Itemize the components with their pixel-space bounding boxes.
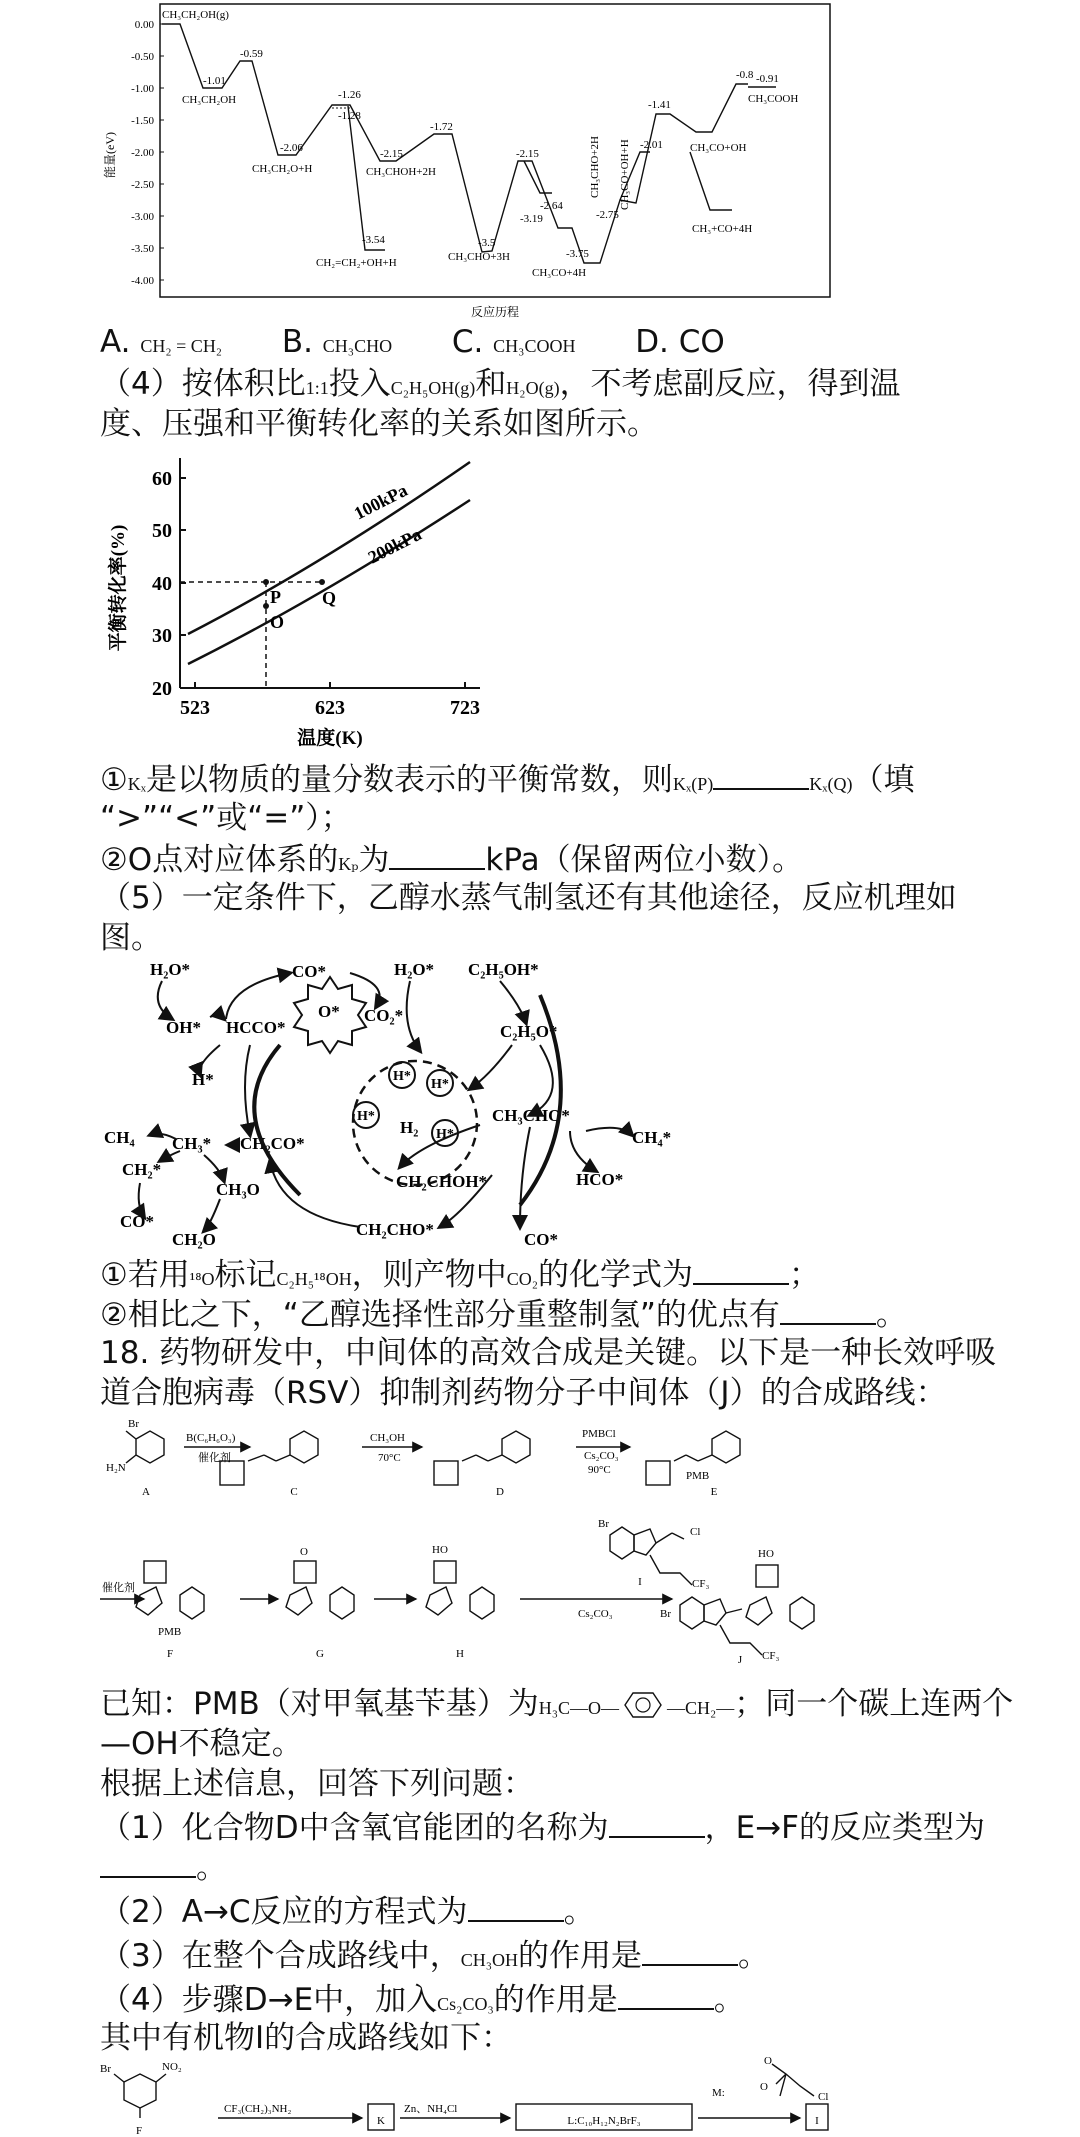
energy-ylabel: 能量(eV)	[103, 132, 117, 178]
mol-i-cl: Cl	[690, 1526, 701, 1538]
energy-label: CH₃CH₂OH(g)	[162, 9, 229, 21]
option-c[interactable]: C. CH₃COOH	[451, 324, 576, 360]
q18-sub-6: 其中有机物I的合成路线如下：	[100, 2020, 513, 2056]
conv-ylabel: 平衡转化率(%)	[108, 524, 129, 652]
q18-line-1: 18. 药物研发中，中间体的高效合成是关键。以下是一种长效呼吸	[100, 1335, 997, 1371]
conv-xtick: 723	[450, 697, 480, 719]
mol-a-br: Br	[128, 1418, 139, 1430]
answer-blank-base-role[interactable]	[618, 1978, 714, 2010]
mech-hcco: HCCO*	[226, 1018, 286, 1037]
reagent-3b: Cs₂CO₃	[584, 1450, 619, 1462]
q4-line-2: 度、压强和平衡转化率的关系如图所示。	[100, 406, 658, 442]
q18-sub-5: （4）步骤D→E中，加入Cs₂CO₃的作用是 。	[100, 1978, 745, 2024]
reagent-2: CH₃OH	[370, 1432, 406, 1444]
mol-g-o: O	[300, 1546, 308, 1558]
mech-o-star: O*	[318, 1002, 340, 1021]
s2-no2: NO₂	[162, 2061, 182, 2073]
reagent-1: B(C₆H₆O₃)	[186, 1432, 236, 1444]
energy-label: CH₃CHO+3H	[448, 251, 510, 263]
answer-blank-co2[interactable]	[693, 1253, 789, 1285]
energy-label-vertical: CH₃CHO+2H	[589, 136, 601, 198]
option-d[interactable]: D. CO	[635, 324, 725, 360]
conv-xlabel: 温度(K)	[297, 728, 363, 749]
s2-label-l: L:C₁₀H₁₂N₂BrF₃	[567, 2115, 641, 2127]
label-i: I	[638, 1576, 642, 1588]
label-e: E	[710, 1486, 718, 1498]
answer-blank-reaction-type[interactable]	[100, 1846, 196, 1878]
ytick: -3.50	[131, 243, 154, 255]
known-line-2: —OH不稳定。	[100, 1726, 303, 1762]
mol-i-cf3: CF₃	[692, 1578, 710, 1590]
ytick: -3.00	[131, 211, 154, 223]
s2-o1: O	[764, 2056, 772, 2067]
mech-h2-center: H₂	[400, 1118, 419, 1137]
q5-line-1: （5）一定条件下，乙醇水蒸气制氢还有其他途径，反应机理如	[100, 880, 957, 916]
energy-label: -2.75	[596, 209, 619, 221]
synthesis-scheme-1	[100, 1415, 900, 1665]
energy-label: -0.59	[240, 48, 263, 60]
mech-co-left: CO*	[120, 1212, 154, 1231]
synthesis-scheme-2	[100, 2056, 860, 2136]
conv-ytick: 20	[152, 678, 172, 700]
mol-f-pmb: PMB	[158, 1626, 182, 1638]
mech-ch2choh: CH₂CHOH*	[396, 1172, 488, 1191]
mech-c2h5o: C₂H₅O*	[500, 1022, 558, 1041]
answer-options	[100, 322, 725, 366]
label-d: D	[496, 1486, 504, 1498]
mol-i-br: Br	[598, 1518, 609, 1530]
known-line-3: 根据上述信息，回答下列问题：	[100, 1766, 534, 1802]
ytick: 0.00	[134, 19, 154, 31]
answer-blank-methanol-role[interactable]	[642, 1934, 738, 1966]
answer-blank-advantage[interactable]	[780, 1293, 876, 1325]
energy-label: -1.01	[203, 75, 226, 87]
mech-ch4-right: CH₄*	[632, 1128, 672, 1147]
mech-h-circle: H*	[393, 1069, 411, 1084]
answer-blank-equation[interactable]	[468, 1890, 564, 1922]
energy-label: -0.8	[736, 69, 754, 81]
s2-reagent-1: CF₃(CH₂)₃NH₂	[224, 2103, 292, 2115]
option-a[interactable]: A. CH₂ = CH₂	[100, 324, 223, 360]
series-200kpa-curve	[188, 500, 470, 664]
mech-ch2co: CH₂CO*	[240, 1134, 305, 1153]
ytick: -0.50	[131, 51, 154, 63]
label-c: C	[290, 1486, 298, 1498]
mech-co-right: CO*	[524, 1230, 558, 1249]
ytick: -2.00	[131, 147, 154, 159]
s2-cl: Cl	[818, 2091, 829, 2103]
energy-label: -0.91	[756, 73, 779, 85]
s2-label-i: I	[815, 2115, 819, 2127]
answer-blank-functional-group[interactable]	[609, 1806, 705, 1838]
energy-label: -2.15	[516, 148, 539, 160]
q18-line-2: 道合胞病毒（RSV）抑制剂药物分子中间体（J）的合成路线：	[100, 1375, 947, 1411]
ytick: -2.50	[131, 179, 154, 191]
energy-label: -2.15	[380, 148, 403, 160]
s2-reagent-2: Zn、NH₄Cl	[404, 2103, 458, 2115]
conversion-chart	[100, 448, 500, 750]
ytick: -1.50	[131, 115, 154, 127]
q18-sub-3: （2）A→C反应的方程式为 。	[100, 1890, 595, 1932]
q18-sub-1: （1）化合物D中含氧官能团的名称为 ，E→F的反应类型为	[100, 1806, 985, 1848]
s2-f: F	[136, 2125, 143, 2136]
energy-label: -3.75	[566, 248, 589, 260]
label-g: G	[316, 1648, 324, 1660]
q18-sub-4: （3）在整个合成路线中，CH₃OH的作用是 。	[100, 1934, 769, 1980]
ytick: -1.00	[131, 83, 154, 95]
energy-label: -3.19	[520, 213, 543, 225]
ytick: -4.00	[131, 275, 154, 287]
mol-j-br: Br	[660, 1608, 671, 1620]
mech-h-circle: H*	[357, 1109, 375, 1124]
series-100kpa-curve	[188, 462, 470, 634]
energy-label: CH₃CH₂O+H	[252, 163, 313, 175]
conv-ytick: 40	[152, 573, 172, 595]
mech-ch2o: CH₂O	[172, 1230, 216, 1249]
energy-label: CH₃COOH	[748, 93, 799, 105]
mol-e-pmb: PMB	[686, 1470, 710, 1482]
q5-sub-2: ②相比之下，“乙醇选择性部分重整制氢”的优点有 。	[100, 1293, 907, 1335]
energy-label: -3.54	[362, 234, 385, 246]
mech-hco: HCO*	[576, 1170, 624, 1189]
energy-label: CH₃CH₂OH	[182, 94, 237, 106]
mol-a-nh2: H₂N	[106, 1462, 126, 1474]
q4-sub-3: ②O点对应体系的Kₚ为 kPa（保留两位小数）。	[100, 838, 803, 884]
mech-oh: OH*	[166, 1018, 201, 1037]
label-a: A	[142, 1486, 150, 1498]
energy-label: -2.64	[540, 200, 563, 212]
energy-label: CH₃CHOH+2H	[366, 166, 436, 178]
mech-h2o-mid: H₂O*	[394, 960, 435, 979]
q5-line-2: 图。	[100, 920, 162, 956]
energy-label: -2.06	[280, 142, 303, 154]
reagent-2b: 70°C	[378, 1452, 401, 1464]
reagent-4: 催化剂	[102, 1582, 135, 1594]
reagent-3: PMBCl	[582, 1428, 616, 1440]
energy-label: -3.5	[478, 237, 496, 249]
mech-h-circle: H*	[431, 1077, 449, 1092]
reagent-1b: 催化剂	[198, 1452, 231, 1464]
mech-ch3: CH₃*	[172, 1134, 212, 1153]
point-p: P	[270, 587, 281, 607]
mech-ch2: CH₂*	[122, 1160, 162, 1179]
q5-sub-1: ①若用¹⁸O标记C₂H₅¹⁸OH，则产物中CO₂的化学式为 ；	[100, 1253, 820, 1299]
conv-ytick: 60	[152, 468, 172, 490]
mech-h-star: H*	[192, 1070, 214, 1089]
conv-xtick: 623	[315, 697, 345, 719]
q4-sub-2: “>”“<”或“=”）；	[100, 800, 352, 836]
series-label-200: 200kPa	[364, 523, 425, 568]
label-j: J	[737, 1654, 743, 1665]
mech-co-top: CO*	[292, 962, 326, 981]
option-b[interactable]: B. CH₃CHO	[281, 324, 393, 360]
label-h: H	[456, 1648, 464, 1660]
mech-ch3cho: CH₃CHO*	[492, 1106, 570, 1125]
energy-label: CH₃CO+OH	[690, 142, 747, 154]
q18-sub-2: 。	[100, 1846, 227, 1888]
mech-ch3o: CH₃O	[216, 1180, 260, 1199]
answer-blank-kx[interactable]	[713, 758, 809, 790]
mol-j-ho: HO	[758, 1548, 774, 1560]
label-f: F	[166, 1648, 174, 1660]
mech-co2: CO₂*	[364, 1006, 404, 1025]
mech-ch2cho: CH₂CHO*	[356, 1220, 434, 1239]
s2-label-k: K	[377, 2115, 385, 2127]
energy-label: CH₃+CO+4H	[692, 223, 753, 235]
series-label-100: 100kPa	[350, 479, 411, 524]
mech-h-circle: H*	[436, 1127, 454, 1142]
known-line-1: 已知：PMB（对甲氧基苄基）为H₃C—O— —CH₂—；同一个碳上连两个	[100, 1686, 1014, 1722]
reagent-5: Cs₂CO₃	[578, 1608, 613, 1620]
energy-branch-ch3-co	[690, 152, 732, 210]
energy-label: -1.41	[648, 99, 671, 111]
conv-ytick: 50	[152, 520, 172, 542]
conv-xtick: 523	[180, 697, 210, 719]
energy-label: CH₂=CH₂+OH+H	[316, 257, 397, 269]
energy-label: CH₃CO+4H	[532, 267, 587, 279]
benzene-ring-icon	[619, 1690, 667, 1720]
s2-o2: O	[760, 2081, 768, 2093]
q4-sub-1: ①Kₓ是以物质的量分数表示的平衡常数，则Kₓ(P) Kₓ(Q)（填	[100, 758, 914, 804]
energy-branch-ethylene	[348, 106, 385, 250]
point-q: Q	[322, 588, 337, 608]
energy-profile-chart	[100, 0, 840, 325]
mech-h2o-left: H₂O*	[150, 960, 191, 979]
mech-ch4-left: CH₄	[104, 1128, 135, 1147]
point-o: O	[270, 612, 285, 632]
s2-br: Br	[100, 2063, 111, 2075]
mechanism-diagram	[100, 955, 720, 1255]
answer-blank-kp[interactable]	[389, 838, 485, 870]
energy-label-vertical: CH₃CO+OH+H	[619, 139, 631, 210]
energy-xlabel: 反应历程	[470, 305, 520, 319]
s2-m: M:	[712, 2087, 725, 2099]
energy-label: -1.28	[338, 110, 361, 122]
mol-h-ho: HO	[432, 1544, 448, 1556]
reagent-3c: 90°C	[588, 1464, 611, 1476]
conv-ytick: 30	[152, 625, 172, 647]
q4-line-1: （4）按体积比1:1投入C₂H₅OH(g)和H₂O(g)，不考虑副反应，得到温	[100, 366, 901, 402]
energy-label: -1.72	[430, 121, 453, 133]
energy-label: -2.01	[640, 139, 663, 151]
mech-c2h5oh: C₂H₅OH*	[468, 960, 539, 979]
mol-j-cf3: CF₃	[762, 1650, 780, 1662]
energy-label: -1.26	[338, 89, 361, 101]
